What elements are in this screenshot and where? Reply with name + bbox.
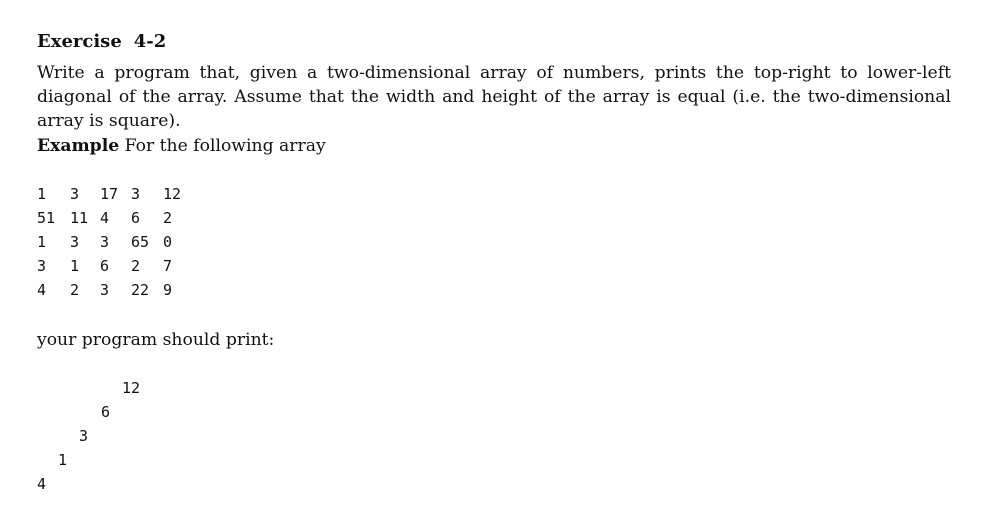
array-cell: 3 bbox=[100, 233, 110, 251]
output-value: 1 bbox=[58, 451, 68, 469]
array-cell: 3 bbox=[70, 185, 80, 203]
output-value: 12 bbox=[122, 379, 141, 397]
array-cell: 3 bbox=[100, 281, 110, 299]
array-cell: 12 bbox=[163, 185, 182, 203]
exercise-number: 4-2 bbox=[133, 31, 167, 52]
expected-output bbox=[37, 376, 337, 506]
example-line bbox=[37, 134, 326, 158]
exercise-description: Write a program that, given a two-dimensional array of numbers, prints the top-right to lower-left diagonal of the array. Assume that the width and height of the array is equal (i.e. the two-dimensional array is square). bbox=[37, 63, 951, 131]
array-cell: 3 bbox=[70, 233, 80, 251]
array-cell: 6 bbox=[131, 209, 141, 227]
array-cell: 2 bbox=[70, 281, 80, 299]
example-text: For the following array bbox=[124, 136, 326, 156]
array-cell: 11 bbox=[70, 209, 89, 227]
exercise-heading bbox=[37, 31, 166, 53]
array-cell: 4 bbox=[100, 209, 110, 227]
output-value: 4 bbox=[37, 475, 47, 493]
output-value: 3 bbox=[79, 427, 89, 445]
array-cell: 2 bbox=[163, 209, 173, 227]
exercise-label: Exercise bbox=[37, 31, 122, 52]
array-cell: 2 bbox=[131, 257, 141, 275]
array-cell: 22 bbox=[131, 281, 150, 299]
array-cell: 3 bbox=[131, 185, 141, 203]
output-label: your program should print: bbox=[37, 330, 275, 350]
array-cell: 65 bbox=[131, 233, 150, 251]
array-cell: 6 bbox=[100, 257, 110, 275]
array-cell: 0 bbox=[163, 233, 173, 251]
array-cell: 17 bbox=[100, 185, 119, 203]
array-cell: 1 bbox=[70, 257, 80, 275]
example-label: Example bbox=[37, 136, 120, 156]
output-value: 6 bbox=[101, 403, 111, 421]
array-cell: 9 bbox=[163, 281, 173, 299]
array-cell: 4 bbox=[37, 281, 47, 299]
array-cell: 3 bbox=[37, 257, 47, 275]
array-cell: 51 bbox=[37, 209, 56, 227]
array-cell: 1 bbox=[37, 185, 47, 203]
array-cell: 7 bbox=[163, 257, 173, 275]
array-cell: 1 bbox=[37, 233, 47, 251]
